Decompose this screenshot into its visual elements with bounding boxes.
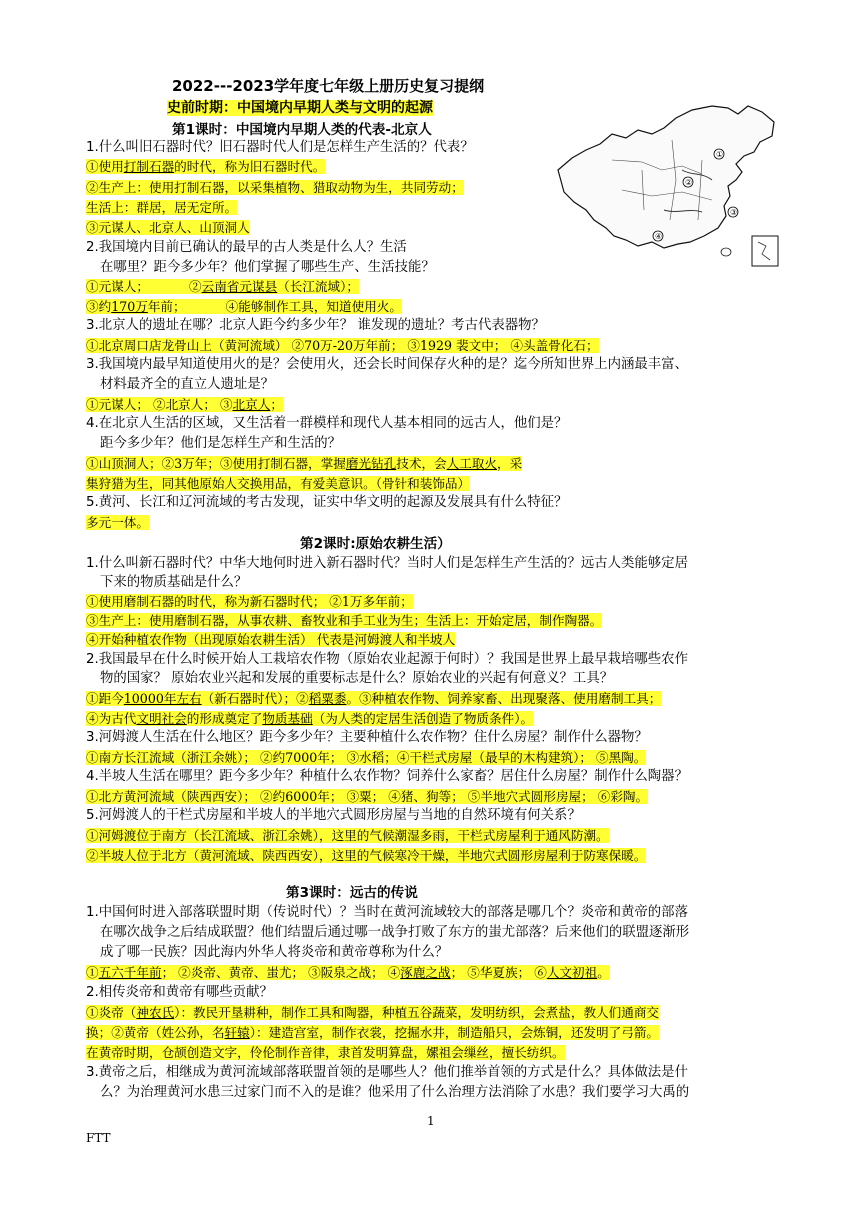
question: 1.什么叫旧石器时代？旧石器时代人们是怎样生产生活的？代表？ [86,140,474,155]
question: 么？为治理黄河水患三过家门而不入的是谁？他采用了什么治理方法消除了水患？我们要学习大禹的 [100,1085,690,1100]
answer: ①元谋人； ②云南省元谋县（长江流域）； [86,279,360,294]
question: 2.我国最早在什么时候开始人工栽培农作物（原始农业起源于何时）？我国是世界上最早栽培哪些农作 [86,652,688,667]
question: 1.什么叫新石器时代？中华大地何时进入新石器时代？当时人们是怎样生产生活的？远古人类能够定居 [86,556,688,571]
answer: 多元一体。 [86,515,149,530]
question: 3.北京人的遗址在哪？北京人距今约多少年？ 谁发现的遗址？考古代表器物？ [86,318,545,333]
answer: ①距今10000年左右（新石器时代）；②稻粟黍。③种植农作物、饲养家畜、出现聚落、使用磨制工具； [86,691,662,706]
question: 4.半坡人生活在哪里？距今多少年？种植什么农作物？饲养什么家畜？居住什么房屋？制作什么陶器？ [86,769,688,784]
answer: ①南方长江流域（浙江余姚）； ②约7000年； ③水稻；④干栏式房屋（最早的木构建筑）； ⑤黑陶。 [86,750,647,765]
unit-heading: 史前时期：中国境内早期人类与文明的起源 [167,100,433,116]
question: 4.在北京人生活的区域，又生活着一群模样和现代人基本相同的远古人，他们是？ [86,416,568,431]
answer: ②生产上：使用打制石器，以采集植物、猎取动物为生，共同劳动； [86,180,464,195]
answer: ①北京周口店龙骨山上（黄河流域） ②70万-20万年前； ③1929 裴文中； ④头盖骨化石； [86,338,599,353]
question: 3.我国境内最早知道使用火的是？会使用火，还会长时间保存火种的是？迄今所知世界上内涵最丰富、 [86,357,688,372]
answer: 在黄帝时期，仓颉创造文字，伶伦制作音律，隶首发明算盘，嫘祖会缫丝，擅长纺织。 [86,1045,565,1060]
answer: ①使用磨制石器的时代，称为新石器时代； ②1万多年前； [86,594,413,609]
page-number: 1 [427,1114,435,1128]
footer-mark: FTT [86,1131,111,1145]
answer: 换；②黄帝（姓公孙，名轩辕）：建造宫室，制作衣裳，挖掘水井，制造船只，会炼铜，还发明了弓箭。 [86,1025,660,1040]
answer: ①五六千年前； ②炎帝、黄帝、蚩尤； ③阪泉之战； ④涿鹿之战； ⑤华夏族； ⑥人文初祖。 [86,965,610,980]
answer: ②半坡人位于北方（黄河流域、陕西西安），这里的气候寒冷干燥，半地穴式圆形房屋利于防寒保暖。 [86,848,647,863]
question: 3.黄帝之后，相继成为黄河流域部落联盟首领的是哪些人？他们推举首领的方式是什么？具体做法是什 [86,1065,688,1080]
question: 2.我国境内目前已确认的最早的古人类是什么人？生活 [86,240,407,255]
svg-text:④: ④ [655,232,663,241]
answer: ①使用打制石器的时代，称为旧石器时代。 [86,159,326,174]
question: 成了哪一民族？因此海内外华人将炎帝和黄帝尊称为什么？ [100,945,449,960]
answer: ③生产上：使用磨制石器，从事农耕、畜牧业和手工业为生；生活上：开始定居，制作陶器。 [86,613,603,628]
question: 材料最齐全的直立人遗址是？ [100,377,275,392]
question: 2.相传炎帝和黄帝有哪些贡献？ [86,985,273,1000]
lesson3-heading: 第3课时：远古的传说 [286,885,418,901]
lesson2-heading: 第2课时:原始农耕生活） [300,536,451,552]
question: 1.中国何时进入部落联盟时期（传说时代）？当时在黄河流域较大的部落是哪几个？炎帝和黄帝的部落 [86,905,688,920]
question: 3.河姆渡人生活在什么地区？距今多少年？主要种植什么农作物？住什么房屋？制作什么器物？ [86,730,648,745]
question: 5.黄河、长江和辽河流域的考古发现，证实中华文明的起源及发展具有什么特征？ [86,495,568,510]
answer: ③元谋人、北京人、山顶洞人 [86,220,250,235]
svg-text:①: ① [716,150,724,159]
answer: ①山顶洞人；②3万年；③使用打制石器，掌握磨光钻孔技术，会人工取火，采 [86,456,523,471]
answer: ①元谋人； ②北京人； ③北京人； [86,397,283,412]
answer: ④为古代文明社会的形成奠定了物质基础（为人类的定居生活创造了物质条件）。 [86,711,534,726]
answer: ①北方黄河流域（陕西西安）； ②约6000年； ③粟； ④猪、狗等； ⑤半地穴式圆形房屋； ⑥彩陶。 [86,789,649,804]
svg-text:②: ② [685,178,693,187]
lesson1-heading: 第1课时：中国境内早期人类的代表-北京人 [172,122,432,138]
question: 物的国家？ 原始农业兴起和发展的重要标志是什么？原始农业的兴起有何意义？工具？ [100,671,614,686]
question: 5.河姆渡人的干栏式房屋和半坡人的半地穴式圆形房屋与当地的自然环境有何关系？ [86,808,581,823]
document-title: 2022---2023学年度七年级上册历史复习提纲 [172,77,485,95]
svg-text:③: ③ [730,208,738,217]
answer: 生活上：群居，居无定所。 [86,200,238,215]
answer: ①河姆渡位于南方（长江流域、浙江余姚），这里的气候潮湿多雨，干栏式房屋利于通风防潮。 [86,828,609,843]
question: 在哪里？距今多少年？他们掌握了哪些生产、生活技能？ [100,260,435,275]
answer: ③约170万年前； ④能够制作工具，知道使用火。 [86,299,402,314]
answer: ④开始种植农作物（出现原始农耕生活） 代表是河姆渡人和半坡人 [86,632,456,647]
question: 在哪次战争之后结成联盟？他们结盟后通过哪一战争打败了东方的蚩尤部落？后来他们的联盟逐渐形 [100,925,690,940]
question: 下来的物质基础是什么？ [100,575,248,590]
china-map-image [552,100,784,268]
answer: ①炎帝（神农氏）：教民开垦耕种，制作工具和陶器，种植五谷蔬菜，发明纺织，会煮盐，教人们通商交 [86,1005,660,1020]
question: 距今多少年？他们是怎样生产和生活的？ [100,436,342,451]
answer: 集狩猎为生，同其他原始人交换用品，有爱美意识。（骨针和装饰品） [86,476,471,491]
